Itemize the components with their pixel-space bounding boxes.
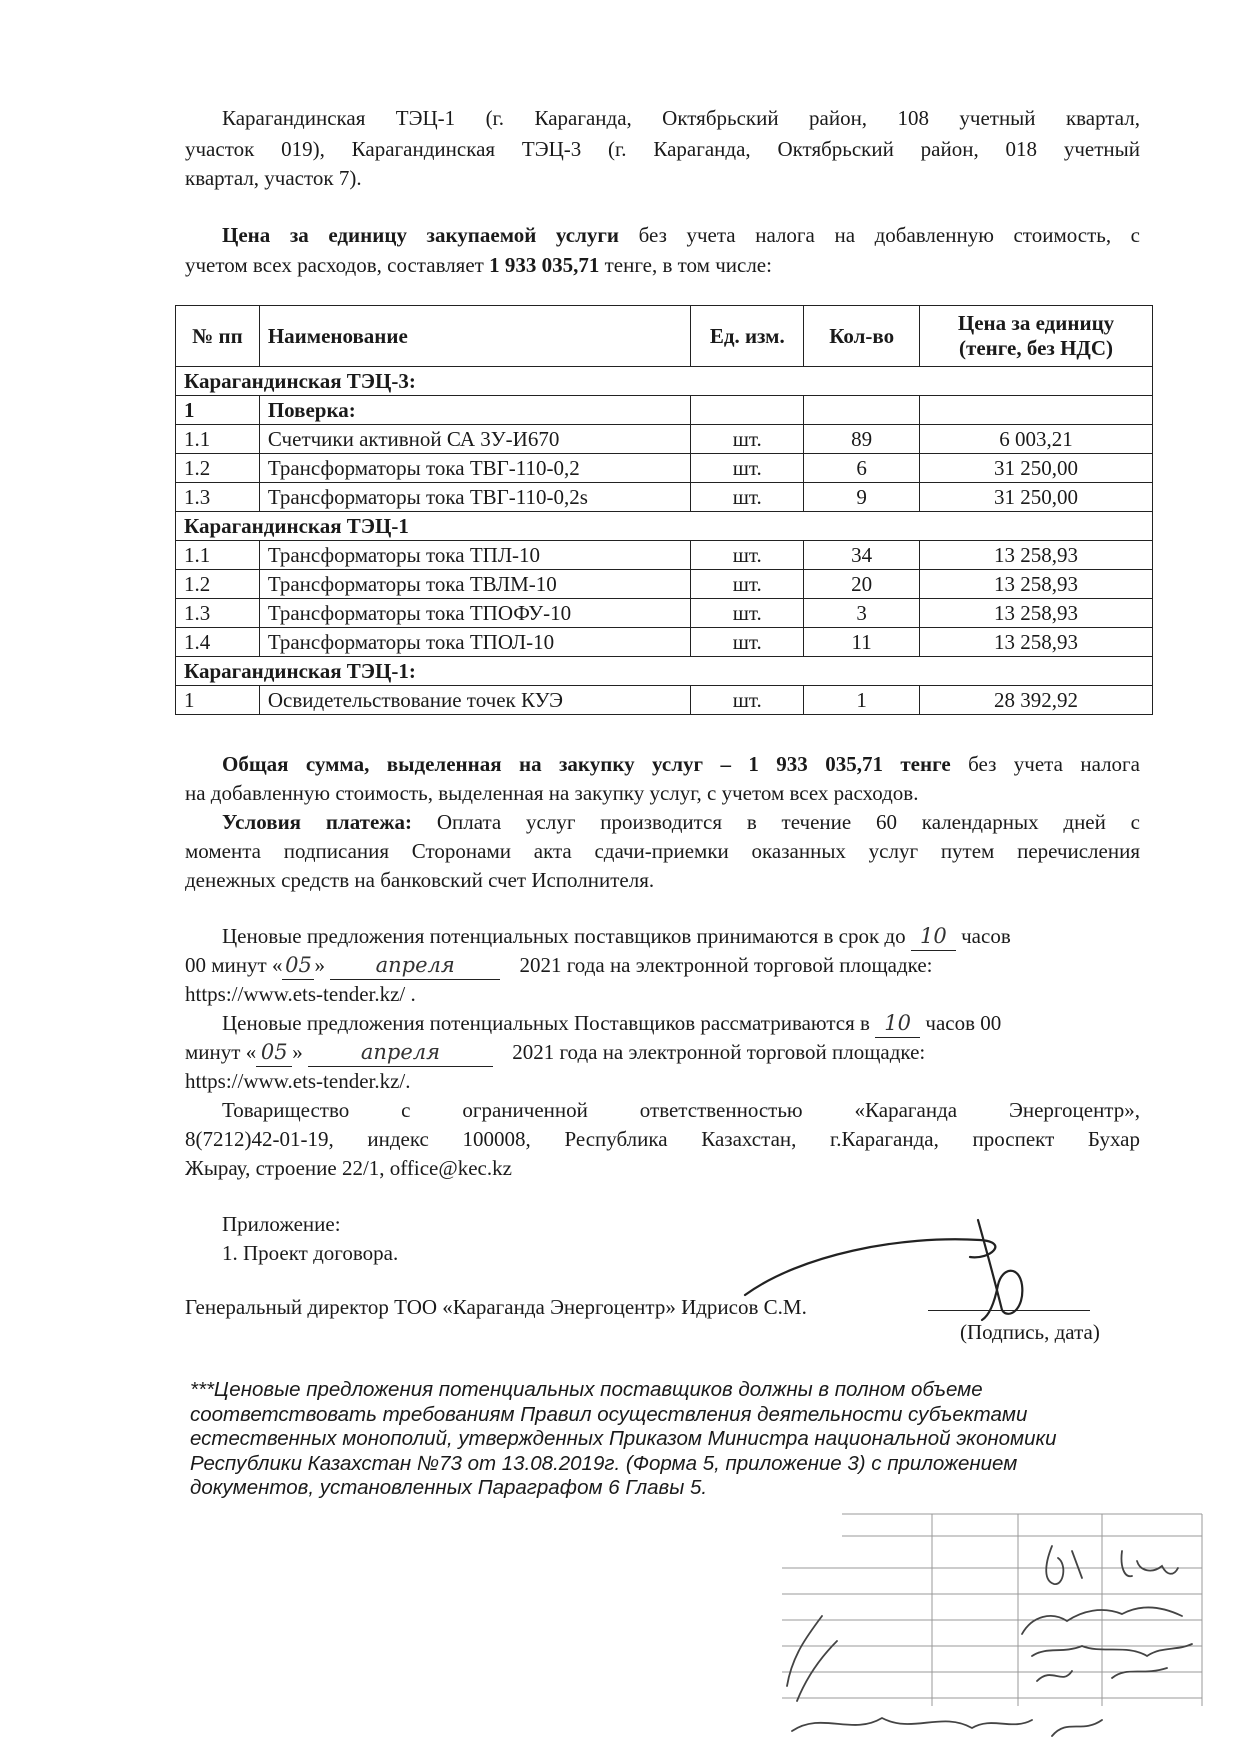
deadline-line-2: 00 минут « 05 » апреля 2021 года на электронной торговой площадке:	[185, 951, 933, 980]
table-row	[176, 686, 1153, 715]
footnote-line: ***Ценовые предложения потенциальных поставщиков должны в полном объеме	[190, 1378, 983, 1401]
group-row: 1 Поверка:	[176, 396, 1153, 425]
review-month: апреля	[308, 1038, 493, 1067]
price-amount: 1 933 035,71	[489, 253, 600, 277]
row-unit: шт.	[691, 686, 804, 715]
row-num: 1.3	[176, 483, 260, 512]
row-price: 31 250,00	[920, 483, 1153, 512]
row-unit: шт.	[691, 541, 804, 570]
row-qty: 6	[804, 454, 920, 483]
services-table	[175, 305, 1153, 715]
payment-label: Условия платежа:	[222, 810, 413, 834]
row-num: 1.1	[176, 541, 260, 570]
intro-line-2: участок 019), Карагандинская ТЭЦ-3 (г. Караганда, Октябрьский район, 018 учетный	[185, 137, 1140, 161]
row-num: 1.2	[176, 454, 260, 483]
row-name: Трансформаторы тока ТПОЛ-10	[259, 628, 691, 657]
row-unit: шт.	[691, 483, 804, 512]
review-line-2: минут « 05 » апреля 2021 года на электронной торговой площадке:	[185, 1038, 925, 1067]
row-name: Трансформаторы тока ТВГ-110-0,2s	[259, 483, 691, 512]
row-num: 1.3	[176, 599, 260, 628]
row-qty: 89	[804, 425, 920, 454]
review-url: https://www.ets-tender.kz/.	[185, 1069, 411, 1093]
intro-line-3: квартал, участок 7).	[185, 166, 362, 190]
row-unit: шт.	[691, 425, 804, 454]
review-hour: 10	[875, 1009, 920, 1038]
deadline-day: 05	[282, 951, 314, 980]
signature-text: Генеральный директор ТОО «Караганда Энергоцентр» Идрисов С.М.	[185, 1295, 807, 1319]
deadline-url: https://www.ets-tender.kz/ .	[185, 982, 416, 1006]
signature-caption: (Подпись, дата)	[960, 1320, 1100, 1344]
header-unit: Ед. изм.	[691, 306, 804, 367]
row-qty: 11	[804, 628, 920, 657]
intro-line-1: Карагандинская ТЭЦ-1 (г. Караганда, Октябрьский район, 108 учетный квартал,	[222, 106, 1140, 130]
row-price: 31 250,00	[920, 454, 1153, 483]
deadline-month: апреля	[330, 951, 500, 980]
row-unit: шт.	[691, 628, 804, 657]
row-num: 1.2	[176, 570, 260, 599]
deadline-hour: 10	[911, 922, 956, 951]
footnote-line: естественных монополий, утвержденных Приказом Министра национальной экономики	[190, 1427, 1057, 1450]
row-name: Счетчики активной СА 3У-И670	[259, 425, 691, 454]
approval-stamp-icon	[782, 1506, 1210, 1746]
price-line-2: учетом всех расходов, составляет 1 933 035,71 тенге, в том числе:	[185, 253, 772, 277]
row-num: 1.1	[176, 425, 260, 454]
footnote-line: Республики Казахстан №73 от 13.08.2019г. (Форма 5, приложение 3) с приложением	[190, 1451, 1018, 1475]
price-label: Цена за единицу закупаемой услуги	[222, 223, 620, 247]
total-line-2: на добавленную стоимость, выделенная на закупку услуг, с учетом всех расходов.	[185, 781, 919, 805]
row-qty: 20	[804, 570, 920, 599]
row-num: 1.4	[176, 628, 260, 657]
review-day: 05	[256, 1038, 292, 1067]
appendix-item: 1. Проект договора.	[222, 1241, 399, 1265]
table-header-row	[176, 306, 1153, 367]
company-line-3: Жырау, строение 22/1, office@kec.kz	[185, 1156, 512, 1180]
row-qty: 34	[804, 541, 920, 570]
row-qty: 1	[804, 686, 920, 715]
footnote-line: документов, установленных Параграфом 6 Главы 5.	[190, 1476, 708, 1499]
appendix-title: Приложение:	[222, 1212, 341, 1236]
row-unit: шт.	[691, 570, 804, 599]
row-name: Трансформаторы тока ТПОФУ-10	[259, 599, 691, 628]
approval-stamp	[782, 1506, 1210, 1746]
table-row	[176, 454, 1153, 483]
section-row	[176, 657, 1153, 686]
table-row	[176, 570, 1153, 599]
section-row	[176, 512, 1153, 541]
director-signature-icon	[740, 1215, 1070, 1325]
row-price: 6 003,21	[920, 425, 1153, 454]
row-num: 1	[176, 686, 260, 715]
section-title: Карагандинская ТЭЦ-3:	[176, 367, 1153, 396]
row-name: Трансформаторы тока ТВЛМ-10	[259, 570, 691, 599]
section-title: Карагандинская ТЭЦ-1:	[176, 657, 1153, 686]
price-line-1: Цена за единицу закупаемой услуги без учета налога на добавленную стоимость, с	[222, 223, 1140, 247]
footnote	[190, 1378, 1150, 1501]
footnote-line: соответствовать требованиям Правил осуществления деятельности субъектами	[190, 1402, 1028, 1426]
row-name: Освидетельствование точек КУЭ	[259, 686, 691, 715]
row-qty: 3	[804, 599, 920, 628]
table-row	[176, 483, 1153, 512]
table-row	[176, 628, 1153, 657]
header-num: № пп	[176, 306, 260, 367]
company-line-2: 8(7212)42-01-19, индекс 100008, Республика Казахстан, г.Караганда, проспект Бухар	[185, 1127, 1140, 1151]
header-name: Наименование	[259, 306, 691, 367]
payment-line-2: момента подписания Сторонами акта сдачи-приемки оказанных услуг путем перечисления	[185, 839, 1140, 863]
deadline-line-1: Ценовые предложения потенциальных поставщиков принимаются в срок до 10 часов	[222, 922, 1011, 951]
header-qty: Кол-во	[804, 306, 920, 367]
row-qty: 9	[804, 483, 920, 512]
review-line-1: Ценовые предложения потенциальных Поставщиков рассматриваются в 10 часов 00	[222, 1009, 1001, 1038]
table-row	[176, 541, 1153, 570]
payment-line-3: денежных средств на банковский счет Исполнителя.	[185, 868, 655, 892]
table-row	[176, 425, 1153, 454]
row-price: 13 258,93	[920, 599, 1153, 628]
payment-line-1: Условия платежа: Оплата услуг производится в течение 60 календарных дней с	[222, 810, 1140, 834]
row-price: 13 258,93	[920, 541, 1153, 570]
row-unit: шт.	[691, 454, 804, 483]
row-price: 13 258,93	[920, 570, 1153, 599]
row-price: 13 258,93	[920, 628, 1153, 657]
row-name: Трансформаторы тока ТПЛ-10	[259, 541, 691, 570]
section-title: Карагандинская ТЭЦ-1	[176, 512, 1153, 541]
total-amount: 1 933 035,71 тенге	[748, 752, 951, 776]
total-line-1: Общая сумма, выделенная на закупку услуг – 1 933 035,71 тенге без учета налога	[222, 752, 1140, 776]
row-unit: шт.	[691, 599, 804, 628]
section-row	[176, 367, 1153, 396]
row-price: 28 392,92	[920, 686, 1153, 715]
table-row	[176, 599, 1153, 628]
header-price: Цена за единицу (тенге, без НДС)	[920, 306, 1153, 367]
company-line-1: Товарищество с ограниченной ответственностью «Караганда Энергоцентр»,	[222, 1098, 1140, 1122]
row-name: Трансформаторы тока ТВГ-110-0,2	[259, 454, 691, 483]
